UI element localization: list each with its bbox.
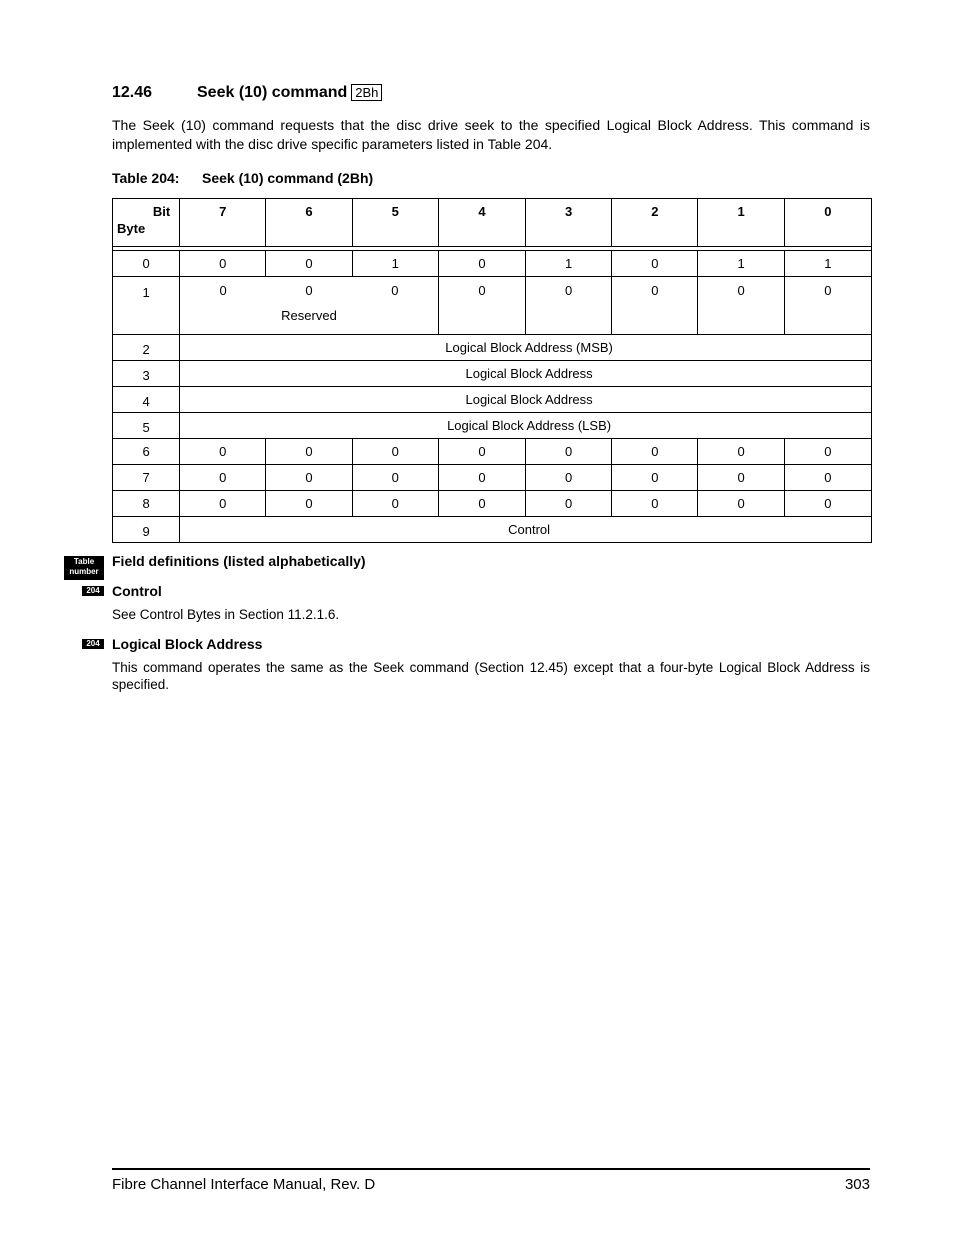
bit-cell: 0 bbox=[180, 251, 266, 277]
page-number: 303 bbox=[844, 1176, 870, 1193]
bit-cell: 0 bbox=[526, 465, 612, 491]
bit-cell: 1 bbox=[526, 251, 612, 277]
bit-label: Bit bbox=[152, 204, 171, 219]
bit-cell: 0 bbox=[784, 277, 871, 335]
bit-cell: 0 bbox=[391, 283, 399, 298]
bit-cell: 0 bbox=[526, 491, 612, 517]
bit-header: 1 bbox=[698, 199, 784, 247]
bit-cell: 0 bbox=[784, 439, 871, 465]
bit-cell: 0 bbox=[612, 491, 698, 517]
bit-cell: 0 bbox=[352, 439, 438, 465]
opcode-box: 2Bh bbox=[351, 84, 382, 101]
table-row bbox=[113, 387, 872, 413]
bit-byte-header bbox=[113, 199, 180, 247]
bit-cell: 0 bbox=[438, 277, 525, 335]
bit-cell: 0 bbox=[352, 465, 438, 491]
byte-number: 4 bbox=[113, 387, 180, 413]
bit-cell: 0 bbox=[438, 491, 525, 517]
lba-field: Logical Block Address bbox=[180, 387, 872, 413]
byte-number: 8 bbox=[113, 491, 180, 517]
section-title: Seek (10) command bbox=[197, 84, 348, 101]
bit-cell: 1 bbox=[784, 251, 871, 277]
bit-cell: 0 bbox=[266, 251, 352, 277]
table-row bbox=[113, 465, 872, 491]
bit-cell: 0 bbox=[784, 491, 871, 517]
control-field: Control bbox=[180, 517, 872, 543]
table-number-tag: Table number bbox=[64, 556, 104, 580]
bit-cell: 0 bbox=[438, 465, 525, 491]
bit-cell: 1 bbox=[352, 251, 438, 277]
bit-header: 3 bbox=[526, 199, 612, 247]
byte-number: 1 bbox=[113, 277, 180, 335]
reserved-label: Reserved bbox=[281, 308, 337, 323]
bit-cell: 0 bbox=[438, 251, 525, 277]
section-heading bbox=[112, 84, 382, 102]
table-row bbox=[113, 491, 872, 517]
table-row bbox=[113, 413, 872, 439]
table-number: Table 204: bbox=[112, 170, 180, 186]
intro-paragraph: The Seek (10) command requests that the disc drive seek to the specified Logical Block Address. This command is implemented with the disc drive specific parameters listed in Table 204. bbox=[112, 117, 870, 152]
table-row bbox=[113, 517, 872, 543]
bit-cell: 0 bbox=[266, 439, 352, 465]
field-title-lba: Logical Block Address bbox=[112, 636, 263, 652]
table-row bbox=[113, 335, 872, 361]
bit-cell: 1 bbox=[698, 251, 784, 277]
byte-number: 2 bbox=[113, 335, 180, 361]
byte-number: 3 bbox=[113, 361, 180, 387]
lba-msb-field: Logical Block Address (MSB) bbox=[180, 335, 872, 361]
bit-header: 7 bbox=[180, 199, 266, 247]
table-ref-tag: 204 bbox=[82, 639, 104, 649]
bit-cell: 0 bbox=[266, 491, 352, 517]
bit-header: 4 bbox=[438, 199, 525, 247]
lba-field: Logical Block Address bbox=[180, 361, 872, 387]
footer-rule bbox=[112, 1168, 870, 1170]
bit-cell: 0 bbox=[698, 491, 784, 517]
byte-number: 0 bbox=[113, 251, 180, 277]
field-title-control: Control bbox=[112, 583, 162, 599]
field-text-lba: This command operates the same as the Seek command (Section 12.45) except that a four-byte Logical Block Address is specified. bbox=[112, 660, 870, 692]
bit-cell: 0 bbox=[438, 439, 525, 465]
table-row bbox=[113, 361, 872, 387]
table-header-row bbox=[113, 199, 872, 247]
bit-cell: 0 bbox=[612, 439, 698, 465]
bit-cell: 0 bbox=[612, 277, 698, 335]
table-row bbox=[113, 439, 872, 465]
bit-cell: 0 bbox=[526, 277, 612, 335]
byte-number: 9 bbox=[113, 517, 180, 543]
lba-lsb-field: Logical Block Address (LSB) bbox=[180, 413, 872, 439]
bit-cell: 0 bbox=[612, 465, 698, 491]
bit-cell: 0 bbox=[526, 439, 612, 465]
table-ref-tag: 204 bbox=[82, 586, 104, 596]
byte-number: 6 bbox=[113, 439, 180, 465]
bit-cell: 0 bbox=[784, 465, 871, 491]
byte-number: 7 bbox=[113, 465, 180, 491]
byte-number: 5 bbox=[113, 413, 180, 439]
command-table bbox=[112, 198, 872, 543]
bit-cell: 0 bbox=[612, 251, 698, 277]
bit-cell: 0 bbox=[180, 465, 266, 491]
table-title: Seek (10) command (2Bh) bbox=[202, 170, 374, 186]
bit-header: 6 bbox=[266, 199, 352, 247]
bit-cell: 0 bbox=[698, 439, 784, 465]
table-caption bbox=[112, 170, 373, 186]
bit-cell: 0 bbox=[266, 465, 352, 491]
bit-cell: 0 bbox=[352, 491, 438, 517]
bit-cell: 0 bbox=[305, 283, 313, 298]
bit-cell: 0 bbox=[180, 491, 266, 517]
byte-label: Byte bbox=[117, 221, 146, 236]
footer-title: Fibre Channel Interface Manual, Rev. D bbox=[112, 1176, 376, 1193]
table-row bbox=[113, 277, 872, 335]
reserved-field bbox=[180, 277, 439, 335]
section-number: 12.46 bbox=[112, 84, 153, 101]
field-text-control: See Control Bytes in Section 11.2.1.6. bbox=[112, 607, 340, 622]
field-definitions-heading: Field definitions (listed alphabetically) bbox=[112, 553, 366, 569]
bit-cell: 0 bbox=[180, 439, 266, 465]
bit-header: 5 bbox=[352, 199, 438, 247]
bit-header: 2 bbox=[612, 199, 698, 247]
bit-cell: 0 bbox=[698, 465, 784, 491]
table-row bbox=[113, 251, 872, 277]
bit-header: 0 bbox=[784, 199, 871, 247]
bit-cell: 0 bbox=[698, 277, 784, 335]
bit-cell: 0 bbox=[219, 283, 227, 298]
